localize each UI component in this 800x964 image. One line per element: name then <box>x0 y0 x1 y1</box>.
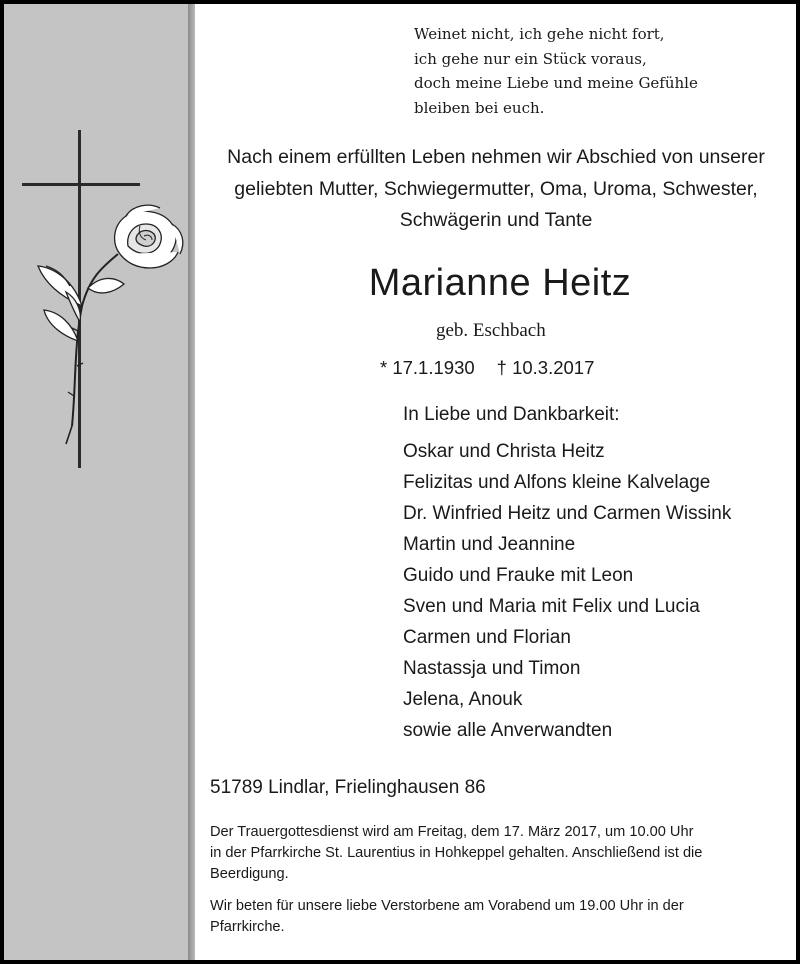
notice-line: in der Pfarrkirche St. Laurentius in Hohkeppel gehalten. Anschließend ist die <box>210 845 703 861</box>
prayer-notice <box>210 896 790 938</box>
poem-line: ich gehe nur ein Stück voraus, <box>414 49 647 68</box>
mourner-entry: Martin und Jeannine <box>403 534 576 555</box>
mourner-entry: Sven und Maria mit Felix und Lucia <box>403 596 700 617</box>
deceased-name: Marianne Heitz <box>368 262 632 304</box>
notice-line: Pfarrkirche. <box>210 919 285 935</box>
obituary-card <box>4 4 796 960</box>
mourner-entry: Guido und Frauke mit Leon <box>403 565 634 586</box>
mourners-list <box>403 404 731 746</box>
birth-date: * 17.1.1930 <box>380 357 475 378</box>
poem-line: bleiben bei euch. <box>414 98 545 117</box>
life-dates <box>380 357 594 379</box>
mourner-entry: Jelena, Anouk <box>403 689 523 710</box>
mourner-entry: Oskar und Christa Heitz <box>403 441 605 462</box>
poem-line: Weinet nicht, ich gehe nicht fort, <box>414 25 665 43</box>
notice-line: Wir beten für unsere liebe Verstorbene am Vorabend um 19.00 Uhr in der <box>210 898 684 914</box>
obituary-content <box>4 4 796 960</box>
mourner-entry: Nastassja und Timon <box>403 658 581 679</box>
family-address: 51789 Lindlar, Frielinghausen 86 <box>210 777 486 798</box>
intro-line: Schwägerin und Tante <box>399 209 593 231</box>
born-name: geb. Eschbach <box>436 320 546 341</box>
mourners-lead: In Liebe und Dankbarkeit: <box>403 404 620 425</box>
notice-line: Beerdigung. <box>210 866 289 882</box>
farewell-intro <box>200 142 792 237</box>
intro-line: Nach einem erfüllten Leben nehmen wir Abschied von unserer <box>227 146 765 168</box>
mourner-entry: Dr. Winfried Heitz und Carmen Wissink <box>403 503 732 524</box>
service-notice <box>210 822 790 885</box>
notice-line: Der Trauergottesdienst wird am Freitag, dem 17. März 2017, um 10.00 Uhr <box>210 824 694 840</box>
poem-line: doch meine Liebe und meine Gefühle <box>414 74 698 92</box>
mourner-entry: sowie alle Anverwandten <box>403 720 613 741</box>
memorial-poem <box>414 22 698 120</box>
intro-line: geliebten Mutter, Schwiegermutter, Oma, Uroma, Schwester, <box>234 177 758 200</box>
mourner-entry: Carmen und Florian <box>403 627 571 648</box>
death-date: † 10.3.2017 <box>496 357 595 378</box>
mourner-entry: Felizitas und Alfons kleine Kalvelage <box>403 472 711 493</box>
